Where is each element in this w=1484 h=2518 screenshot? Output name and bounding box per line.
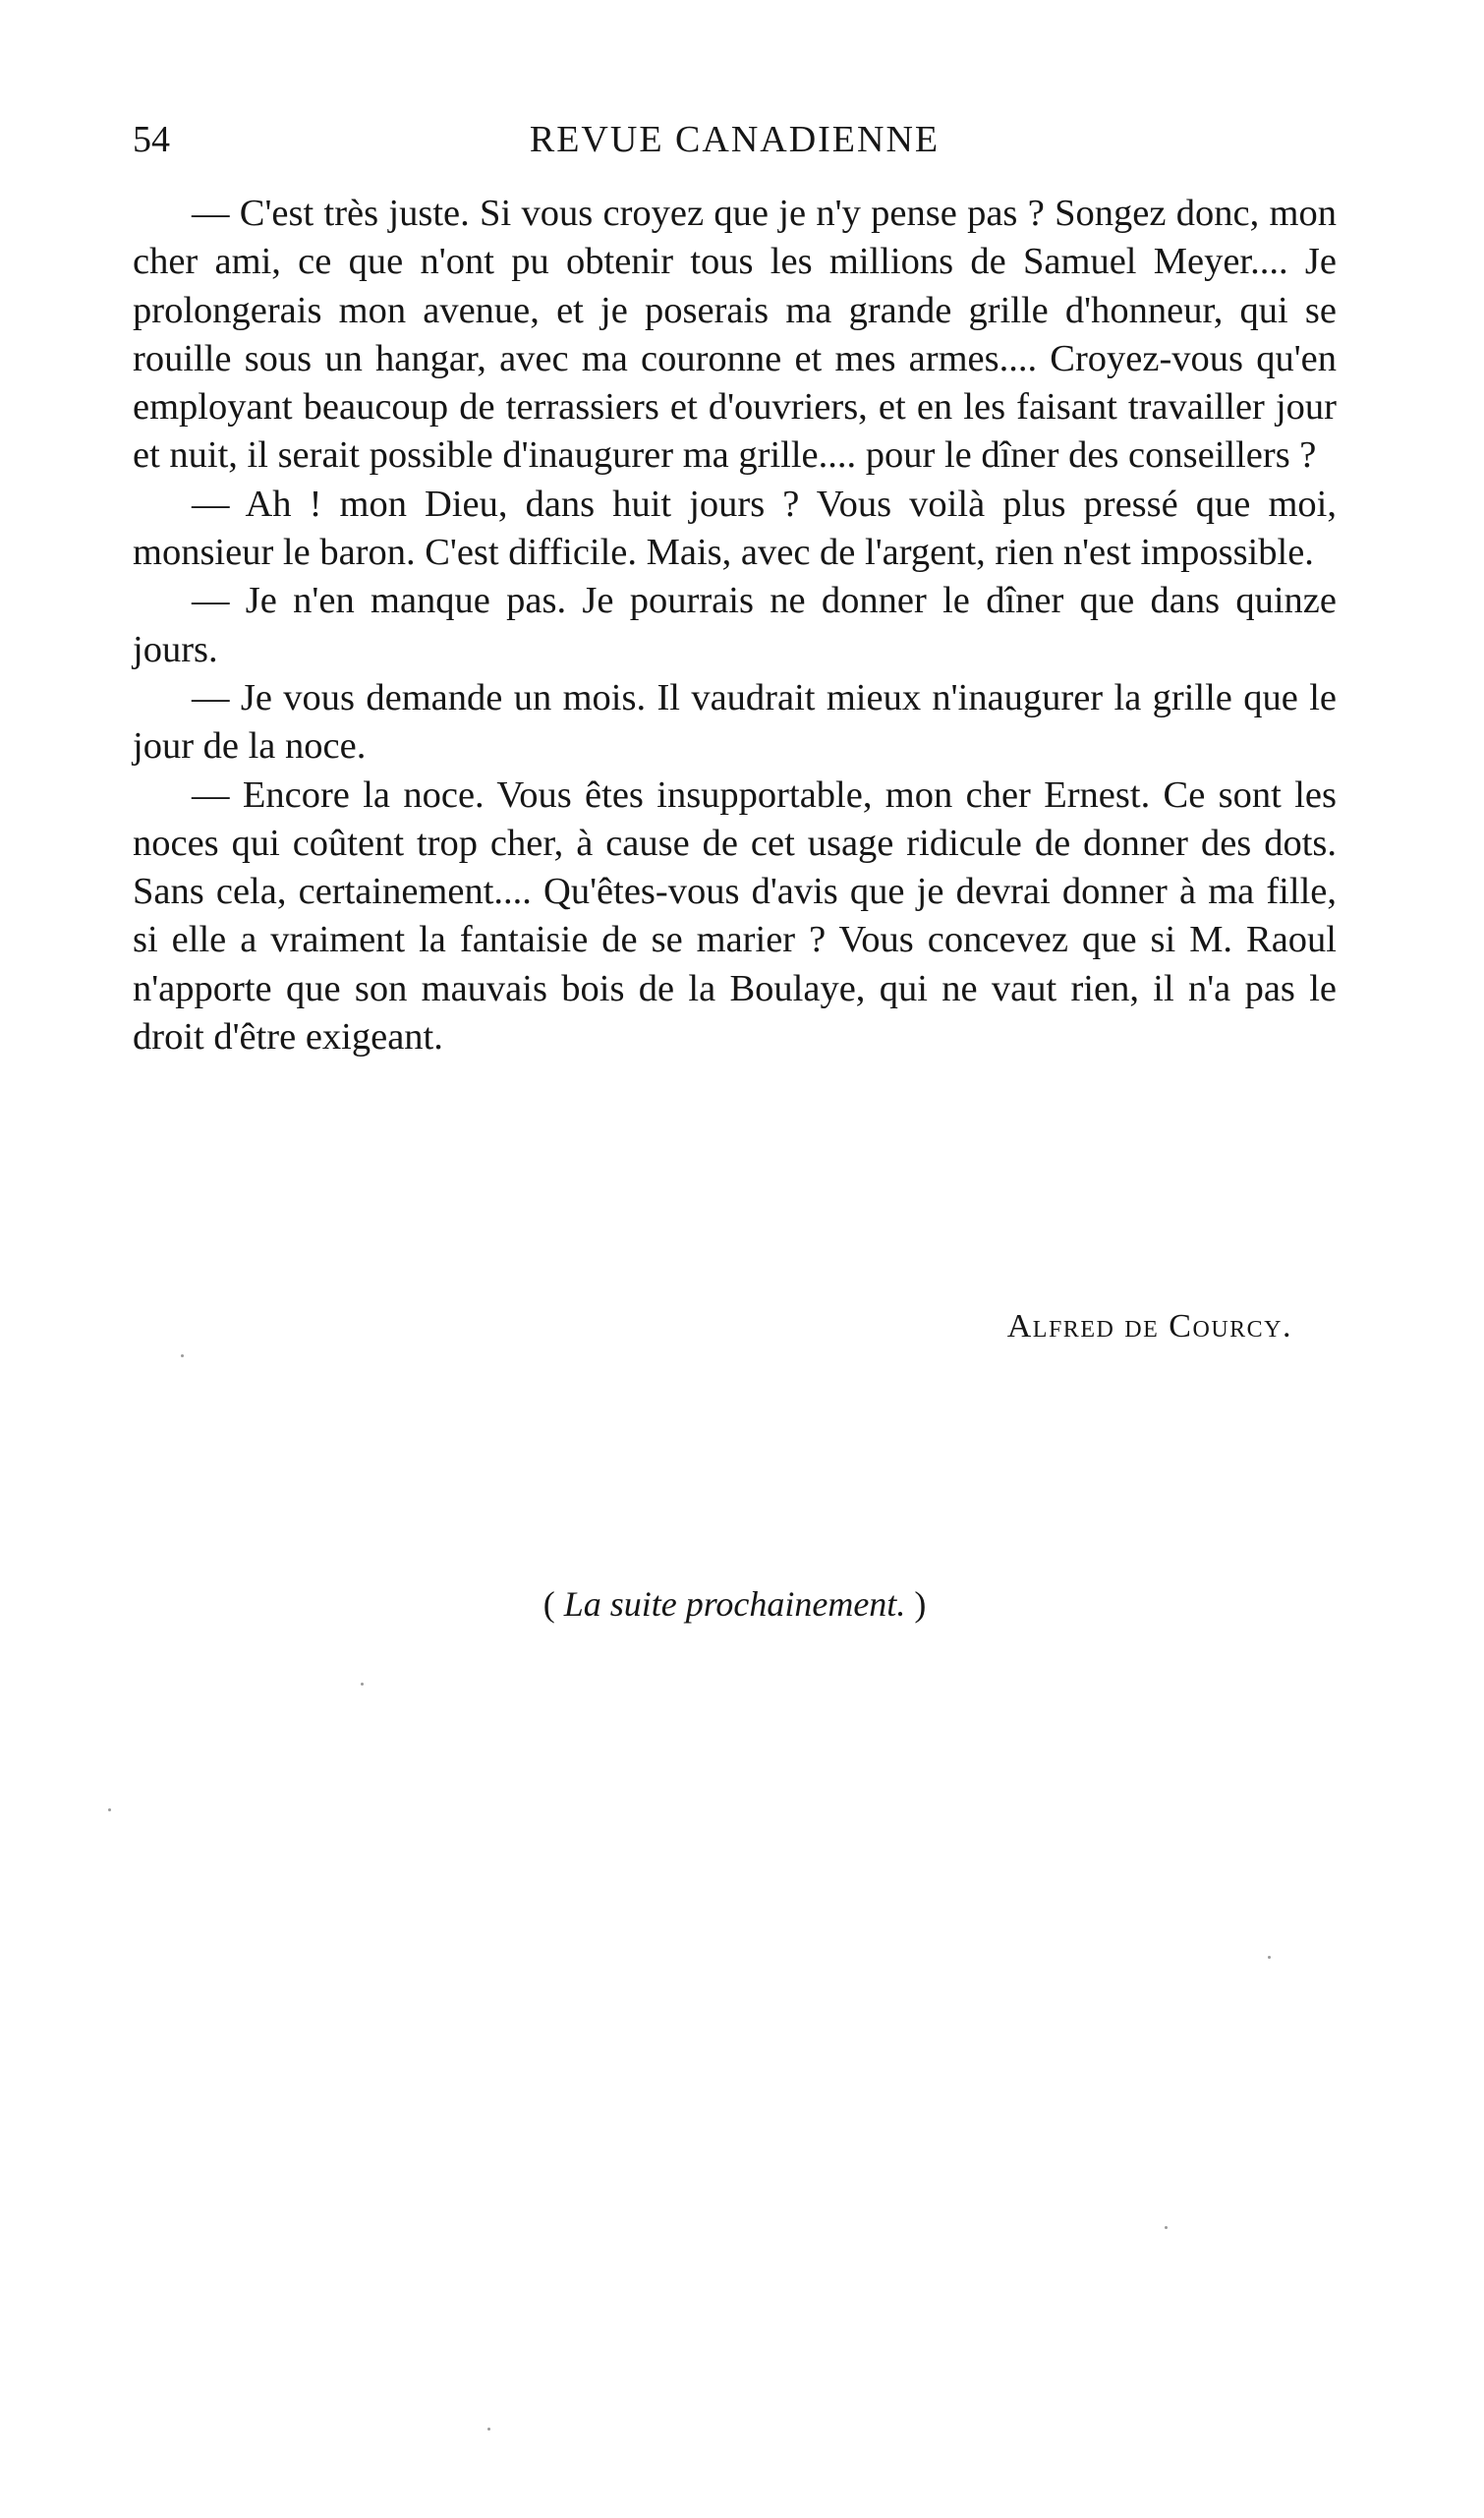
scan-speck [1165,2226,1168,2229]
journal-title: REVUE CANADIENNE [529,119,941,160]
scan-speck [361,1683,364,1686]
paragraph: — Je vous demande un mois. Il vaudrait mieux n'inaugurer la grille que le jour de la noce. [133,676,1337,768]
author-signature: Alfred de Courcy. [1006,1308,1292,1345]
page-number: 54 [133,119,170,160]
scan-speck [108,1808,111,1811]
running-head [133,110,1337,169]
continuation-note [133,1577,1337,1631]
close-paren: ) [905,1584,927,1624]
article-body [133,190,1337,1061]
paragraph: — Ah ! mon Dieu, dans huit jours ? Vous voilà plus pressé que moi, monsieur le baron. C'est difficile. Mais, avec de l'argent, rien n'est impossible. [133,483,1337,574]
paragraph: — C'est très juste. Si vous croyez que je n'y pense pas ? Songez donc, mon cher ami, ce que n'ont pu obtenir tous les millions de Samuel Meyer.... Je prolongerais mon avenue, et je poserais ma grande grille d'honneur, qui se rouille sous un hangar, avec ma couronne et mes armes.... Croyez-vous qu'en employant beaucoup de terrassiers et d'ouvriers, et en les faisant travailler jour et nuit, il serait possible d'inaugurer ma grille.... pour le dîner des conseillers ? [133,193,1337,477]
continuation-text: La suite prochainement. [563,1584,906,1624]
paragraph: — Encore la noce. Vous êtes insupportable, mon cher Ernest. Ce sont les noces qui coûtent trop cher, à cause de cet usage ridicule de donner des dots. Sans cela, certainement.... Qu'êtes-vous d'avis que je devrai donner à ma fille, si elle a vraiment la fantaisie de se marier ? Vous concevez que si M. Raoul n'apporte que son mauvais bois de la Boulaye, qui ne vaut rien, il n'a pas le droit d'être exigeant. [133,773,1337,1059]
open-paren: ( [542,1584,564,1624]
scan-speck [487,2428,490,2431]
scan-speck [181,1354,184,1357]
scan-speck [1268,1956,1271,1959]
paragraph: — Je n'en manque pas. Je pourrais ne donner le dîner que dans quinze jours. [133,580,1337,670]
